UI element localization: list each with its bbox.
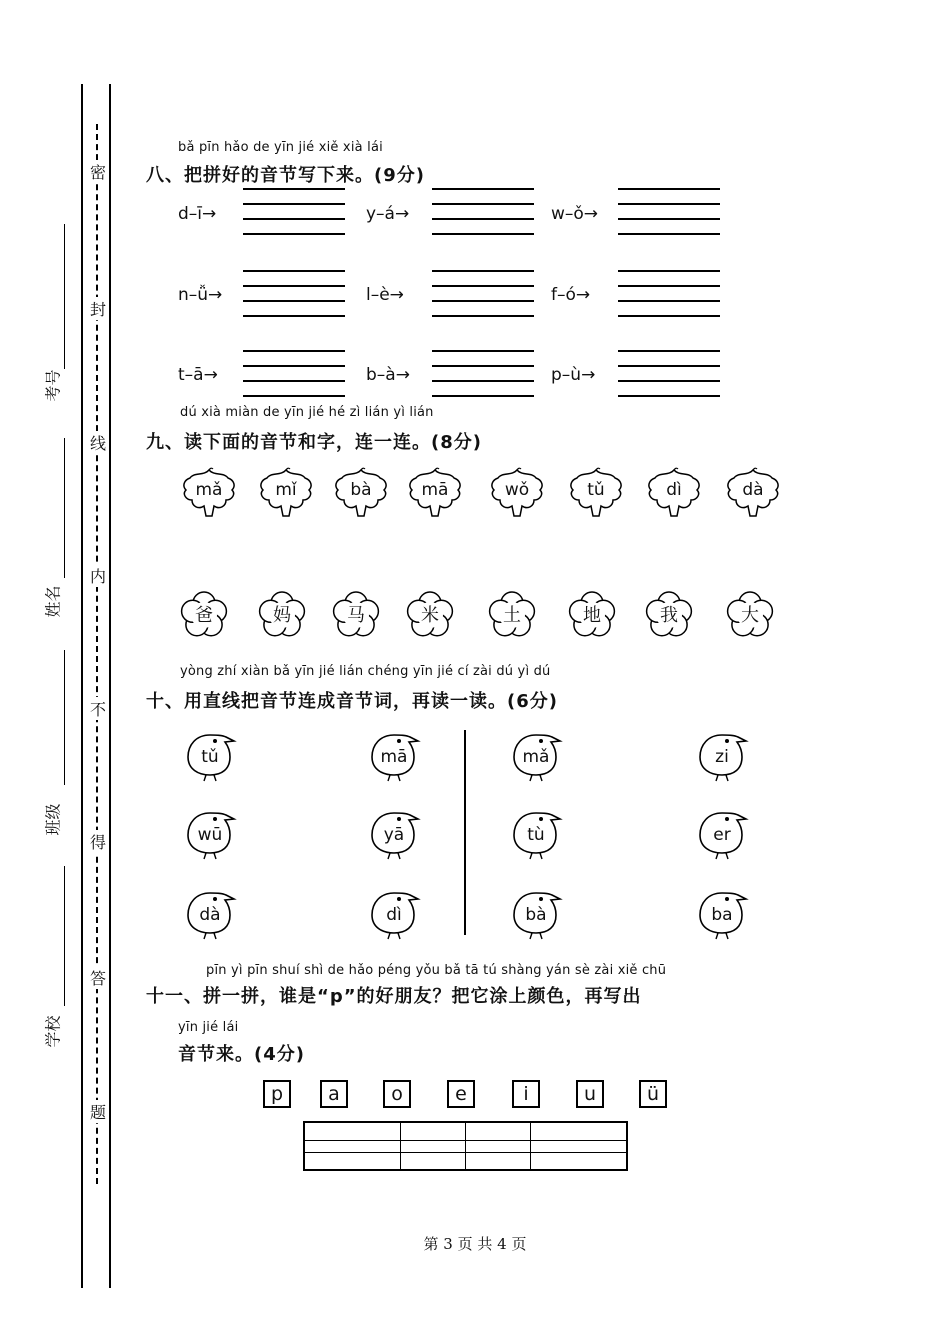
school-label: 学校 [43,1015,63,1048]
syllable-chick[interactable] [184,885,240,941]
chick-syllable: ba [711,905,733,925]
character-flower[interactable] [404,590,456,638]
class-label: 班级 [43,803,63,836]
leaf-syllable: bà [350,480,372,500]
syllable-leaf[interactable] [406,466,464,520]
chick-syllable: tù [527,825,545,845]
q11-title-2: 音节来。(4分) [178,1044,305,1065]
letter-box[interactable]: u [576,1080,604,1108]
seal-char: 线 [88,431,108,454]
q8-item: l–è→ [366,285,404,305]
q8-title: 八、把拼好的音节写下来。(9分) [146,165,425,186]
leaf-syllable: mǐ [275,480,297,500]
syllable-chick[interactable] [368,727,424,783]
chick-syllable: zi [715,747,729,767]
writing-lines[interactable] [432,188,534,235]
exam-number-label: 考号 [43,369,63,402]
leaf-syllable: mǎ [195,480,223,500]
letter-box[interactable]: a [320,1080,348,1108]
answer-cell[interactable] [401,1152,466,1170]
leaf-syllable: tǔ [587,480,605,500]
q11-pinyin-2: yīn jié lái [178,1020,239,1035]
seal-char: 不 [88,697,108,720]
syllable-chick[interactable] [510,805,566,861]
syllable-chick[interactable] [696,727,752,783]
leaf-syllable: mā [421,480,449,500]
flower-character: 地 [583,605,601,626]
letter-box[interactable]: p [263,1080,291,1108]
writing-lines[interactable] [243,270,345,317]
q8-item: t–ā→ [178,365,218,385]
character-flower[interactable] [566,590,618,638]
q9-title: 九、读下面的音节和字，连一连。(8分) [146,432,482,453]
chick-syllable: tǔ [201,747,219,767]
syllable-chick[interactable] [184,727,240,783]
answer-cell[interactable] [304,1152,401,1170]
letter-box[interactable]: ü [639,1080,667,1108]
flower-character: 妈 [273,605,291,626]
syllable-leaf[interactable] [645,466,703,520]
flower-character: 大 [741,605,759,626]
chick-syllable: wū [197,825,223,845]
margin-border-line [109,84,111,1288]
syllable-chick[interactable] [510,727,566,783]
info-underline [64,650,65,785]
q8-pinyin: bǎ pīn hǎo de yīn jié xiě xià lái [178,140,383,155]
flower-character: 我 [660,605,678,626]
character-flower[interactable] [643,590,695,638]
answer-cell[interactable] [530,1140,627,1152]
character-flower[interactable] [256,590,308,638]
syllable-leaf[interactable] [567,466,625,520]
character-flower[interactable] [486,590,538,638]
info-underline [64,224,65,369]
flower-character: 米 [421,605,439,626]
answer-cell[interactable] [401,1122,466,1140]
answer-cell[interactable] [530,1152,627,1170]
q8-item: w–ǒ→ [551,204,599,224]
leaf-syllable: dì [666,480,682,500]
q8-item: f–ó→ [551,285,591,305]
answer-cell[interactable] [304,1140,401,1152]
writing-lines[interactable] [618,188,720,235]
q8-item: d–ī→ [178,204,217,224]
writing-lines[interactable] [618,270,720,317]
seal-char: 答 [88,966,108,989]
seal-char: 得 [88,830,108,853]
writing-lines[interactable] [243,350,345,397]
q8-item: b–à→ [366,365,410,385]
divider-line [464,730,466,935]
flower-character: 爸 [195,605,213,626]
answer-cell[interactable] [465,1140,530,1152]
syllable-chick[interactable] [368,805,424,861]
q8-item: y–á→ [366,204,410,224]
info-underline [64,866,65,1006]
letter-box[interactable]: e [447,1080,475,1108]
answer-cell[interactable] [465,1152,530,1170]
letter-box[interactable]: o [383,1080,411,1108]
syllable-leaf[interactable] [488,466,546,520]
character-flower[interactable] [330,590,382,638]
page-footer: 第 3 页 共 4 页 [423,1235,527,1253]
syllable-leaf[interactable] [257,466,315,520]
chick-syllable: dà [199,905,221,925]
syllable-chick[interactable] [368,885,424,941]
seal-char: 封 [88,297,108,320]
syllable-chick[interactable] [696,885,752,941]
seal-char: 题 [88,1100,108,1123]
info-underline [64,438,65,578]
name-label: 姓名 [43,585,63,618]
chick-syllable: bà [525,905,547,925]
answer-cell[interactable] [465,1122,530,1140]
flower-character: 土 [503,605,521,626]
q10-title: 十、用直线把音节连成音节词，再读一读。(6分) [146,691,558,712]
writing-lines[interactable] [432,350,534,397]
q8-item: p–ù→ [551,365,596,385]
leaf-syllable: wǒ [504,480,530,500]
seal-char: 内 [88,564,108,587]
writing-lines[interactable] [243,188,345,235]
letter-box[interactable]: i [512,1080,540,1108]
syllable-chick[interactable] [696,805,752,861]
syllable-leaf[interactable] [332,466,390,520]
syllable-leaf[interactable] [724,466,782,520]
seal-char: 密 [88,160,108,183]
chick-syllable: dì [386,905,402,925]
flower-character: 马 [347,605,365,626]
seal-dashed-line [96,124,98,1184]
answer-cell[interactable] [304,1122,401,1140]
chick-syllable: mǎ [522,747,550,767]
q8-item: n–ǚ→ [178,285,223,305]
syllable-chick[interactable] [184,805,240,861]
q11-title: 十一、拼一拼，谁是“p”的好朋友？把它涂上颜色，再写出 [146,986,642,1007]
answer-grid[interactable] [303,1121,628,1171]
chick-syllable: mā [380,747,408,767]
chick-syllable: er [713,825,731,845]
answer-cell[interactable] [530,1122,627,1140]
syllable-chick[interactable] [510,885,566,941]
character-flower[interactable] [724,590,776,638]
q11-pinyin: pīn yì pīn shuí shì de hǎo péng yǒu bǎ tā tú shàng yán sè zài xiě chū [206,963,667,978]
leaf-syllable: dà [742,480,764,500]
syllable-leaf[interactable] [180,466,238,520]
writing-lines[interactable] [432,270,534,317]
writing-lines[interactable] [618,350,720,397]
q10-pinyin: yòng zhí xiàn bǎ yīn jié lián chéng yīn jié cí zài dú yì dú [180,664,551,679]
margin-border-line [81,84,83,1288]
q9-pinyin: dú xià miàn de yīn jié hé zì lián yì lián [180,405,434,420]
answer-cell[interactable] [401,1140,466,1152]
chick-syllable: yā [383,825,405,845]
character-flower[interactable] [178,590,230,638]
